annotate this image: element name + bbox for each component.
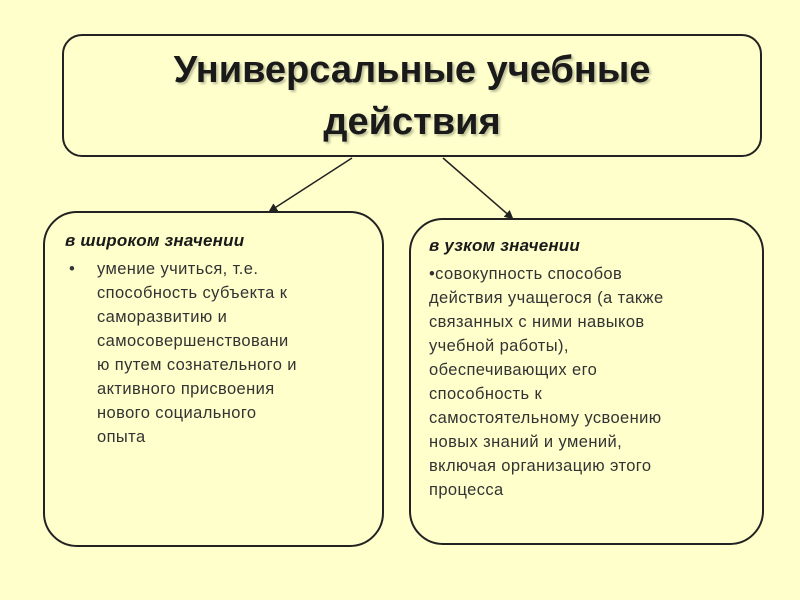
title-box xyxy=(62,34,762,157)
broad-line-1: умение учиться, т.е. xyxy=(97,260,259,278)
broad-line-6: активного присвоения xyxy=(97,380,275,398)
arrow-to-right-box xyxy=(443,158,512,218)
narrow-line-4: учебной работы), xyxy=(429,337,569,355)
broad-line-4: самосовершенствовани xyxy=(97,332,289,350)
broad-line-8: опыта xyxy=(97,428,146,446)
broad-line-7: нового социального xyxy=(97,404,257,422)
broad-meaning-list-item xyxy=(65,257,366,449)
narrow-line-2: действия учащегося (а также xyxy=(429,289,664,307)
title-line-1: Универсальные учебные xyxy=(173,48,651,91)
broad-line-2: способность субъекта к xyxy=(97,284,288,302)
title-line-2: действия xyxy=(323,100,501,143)
narrow-line-5: обеспечивающих его xyxy=(429,361,598,379)
narrow-meaning-heading: в узком значении xyxy=(429,236,580,255)
narrow-line-1: •совокупность способов xyxy=(429,265,623,283)
diagram-title xyxy=(174,44,651,148)
narrow-line-6: способность к xyxy=(429,385,543,403)
arrow-to-left-box xyxy=(270,158,352,211)
broad-meaning-box xyxy=(43,211,384,547)
narrow-line-8: новых знаний и умений, xyxy=(429,433,623,451)
broad-meaning-heading: в широком значении xyxy=(65,231,245,250)
broad-line-3: саморазвитию и xyxy=(97,308,228,326)
narrow-line-3: связанных с ними навыков xyxy=(429,313,645,331)
bullet-marker: • xyxy=(69,260,76,278)
narrow-line-7: самостоятельному усвоению xyxy=(429,409,662,427)
narrow-meaning-text xyxy=(429,262,750,502)
broad-line-5: ю путем сознательного и xyxy=(97,356,297,374)
narrow-line-10: процесса xyxy=(429,481,504,499)
narrow-meaning-box xyxy=(409,218,764,545)
narrow-line-9: включая организацию этого xyxy=(429,457,652,475)
broad-meaning-text xyxy=(97,257,366,449)
